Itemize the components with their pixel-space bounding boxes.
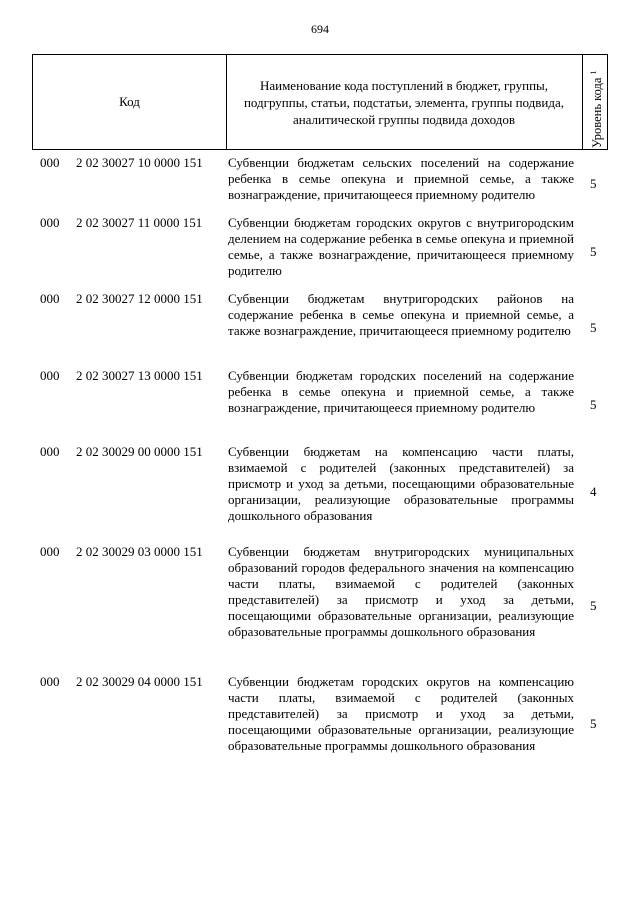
row-description: Субвенции бюджетам городских округов с внутригородским делением на содержание ребенка в семье опекуна и приемной семье, а также вознаграждение, причитающееся приемному родителю [228,215,574,278]
row-prefix: 000 [40,444,60,459]
row-code: 2 02 30029 03 0000 151 [76,544,203,559]
row-description: Субвенции бюджетам городских округов на компенсацию части платы, взимаемой с родителей (законных представителей) за присмотр и уход за детьми, посещающими образовательные организации, реализующие образовательные программы дошкольного образования [228,674,574,753]
row-code: 2 02 30027 11 0000 151 [76,215,203,230]
header-level-label: Уровень кода [590,77,605,148]
row-level: 5 [590,320,597,335]
row-prefix: 000 [40,674,60,689]
row-description: Субвенции бюджетам внутригородских районов на содержание ребенка в семье опекуна и приемной семье, а также вознаграждение, причитающееся приемному родителю [228,291,574,338]
row-code: 2 02 30027 13 0000 151 [76,368,203,383]
header-level-footnote: 1 [589,70,598,75]
header-level [583,55,607,149]
row-description: Субвенции бюджетам на компенсацию части платы, взимаемой с родителей (законных представителей) за присмотр и уход за детьми, посещающими образовательные организации, реализующие образовательные программы дошкольного образования [228,444,574,523]
row-prefix: 000 [40,544,60,559]
header-name: Наименование кода поступлений в бюджет, группы, подгруппы, статьи, подстатьи, элемента, группы подвида, аналитической группы подвида доходов [226,55,583,149]
row-level: 4 [590,484,597,499]
row-level: 5 [590,397,597,412]
row-level: 5 [590,716,597,731]
row-prefix: 000 [40,291,60,306]
table-header [32,54,608,150]
row-prefix: 000 [40,215,60,230]
row-prefix: 000 [40,155,60,170]
row-prefix: 000 [40,368,60,383]
row-code: 2 02 30027 12 0000 151 [76,291,203,306]
row-level: 5 [590,176,597,191]
page-number: 694 [311,22,329,36]
row-level: 5 [590,598,597,613]
row-code: 2 02 30027 10 0000 151 [76,155,203,170]
row-description: Субвенции бюджетам внутригородских муниципальных образований городов федерального значения на компенсацию части платы, взимаемой с родителей (законных представителей) за присмотр и уход за детьми, посещающими образовательные организации, реализующие образовательные программы дошкольного образования [228,544,574,639]
row-description: Субвенции бюджетам городских поселений на содержание ребенка в семье опекуна и приемной семье, а также вознаграждение, причитающееся приемному родителю [228,368,574,415]
row-level: 5 [590,244,597,259]
header-code: Код [33,55,227,149]
row-code: 2 02 30029 00 0000 151 [76,444,203,459]
row-code: 2 02 30029 04 0000 151 [76,674,203,689]
row-description: Субвенции бюджетам сельских поселений на содержание ребенка в семье опекуна и приемной семье, а также вознаграждение, причитающееся приемному родителю [228,155,574,202]
